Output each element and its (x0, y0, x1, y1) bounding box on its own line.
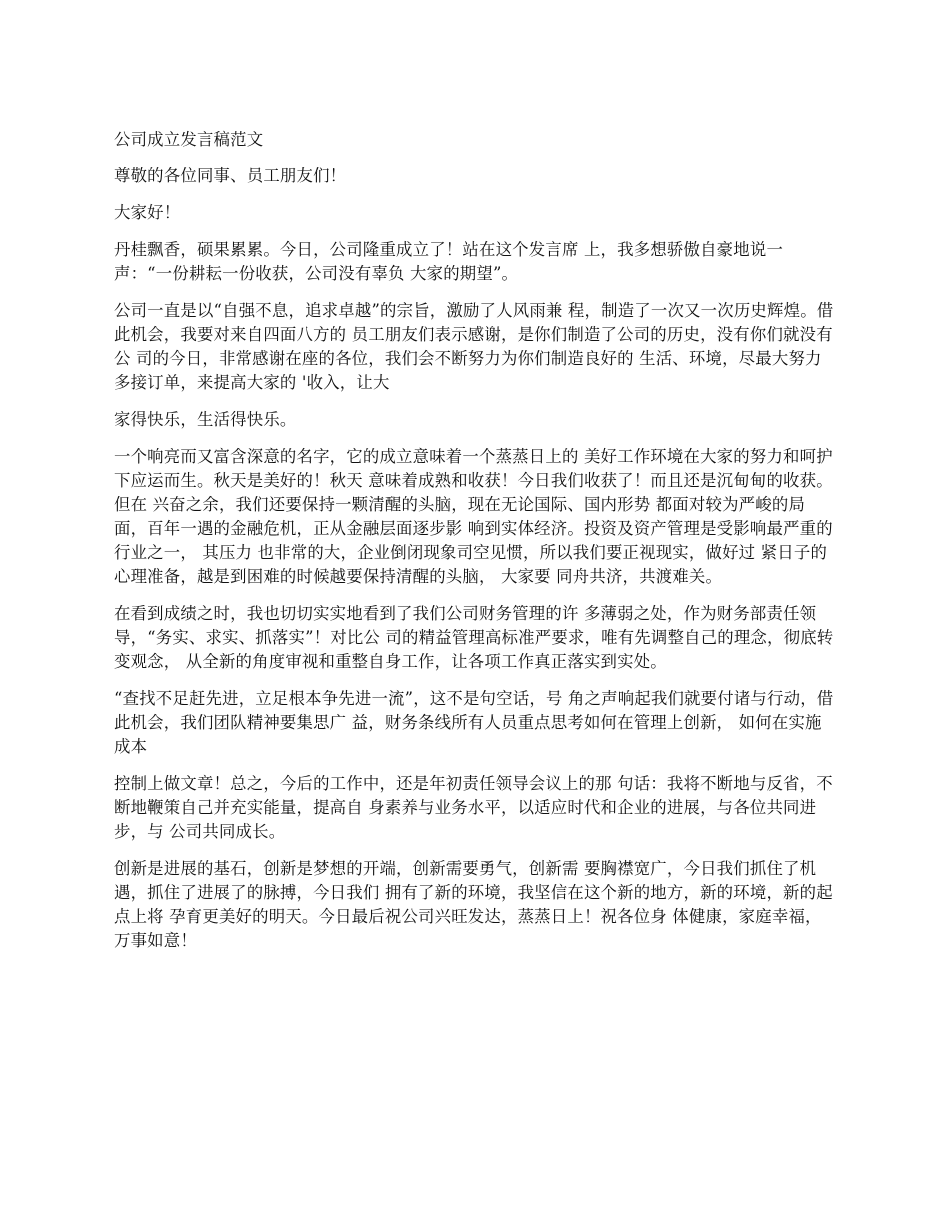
paragraph-3: 家得快乐，生活得快乐。 (114, 410, 297, 429)
paragraph-5: 在看到成绩之时，我也切切实实地看到了我们公司财务管理的许 多薄弱之处，作为财务部责任领导，“务实、求实、抓落实”！对比公 司的精益管理高标准严要求，唯有先调整自己的理念，彻底转变观念， 从全新的角度审视和重整自身工作，让各项工作真正落实到实处。 (114, 604, 834, 671)
document-title: 公司成立发言稿范文 (114, 130, 264, 149)
paragraph-6: “查找不足赶先进，立足根本争先进一流”，这不是句空话，号 角之声响起我们就要付诸与行动，借此机会，我们团队精神要集思广 益，财务条线所有人员重点思考如何在管理上创新， 如何在实施成本 (114, 689, 834, 756)
paragraph-2: 公司一直是以“自强不息，追求卓越”的宗旨，激励了人风雨兼 程，制造了一次又一次历史辉煌。借此机会，我要对来自四面八方的 员工朋友们表示感谢，是你们制造了公司的历史，没有你们就没有公 司的今日，非常感谢在座的各位，我们会不断努力为你们制造良好的 生活、环境，尽最大努力多接订单，来提高大家的 '收入，让大 (114, 301, 834, 392)
document-body (114, 128, 838, 966)
paragraph-hello: 大家好！ (114, 203, 181, 222)
paragraph-7: 控制上做文章！总之，今后的工作中，还是年初责任领导会议上的那 句话：我将不断地与反省，不断地鞭策自己并充实能量，提高自 身素养与业务水平，以适应时代和企业的进展，与各位共同进步，与 公司共同成长。 (114, 774, 833, 841)
paragraph-greeting: 尊敬的各位同事、员工朋友们！ (114, 166, 347, 185)
paragraph-4: 一个响亮而又富含深意的名字，它的成立意味着一个蒸蒸日上的 美好工作环境在大家的努力和呵护下应运而生。秋天是美好的！秋天 意味着成熟和收获！今日我们收获了！而且还是沉甸甸的收获。但在 兴奋之余，我们还要保持一颗清醒的头脑，现在无论国际、国内形势 都面对较为严峻的局面，百年一遇的金融危机，正从金融层面逐步影 响到实体经济。投资及资产管理是受影响最严重的行业之一， 其压力 也非常的大，企业倒闭现象司空见惯，所以我们要正视现实，做好过 紧日子的心理准备，越是到困难的时候越要保持清醒的头脑， 大家要 同舟共济，共渡难关。 (114, 447, 833, 586)
paragraph-1: 丹桂飘香，硕果累累。今日，公司隆重成立了！站在这个发言席 上，我多想骄傲自豪地说一声：“一份耕耘一份收获，公司没有辜负 大家的期望”。 (114, 240, 784, 283)
paragraph-8: 创新是进展的基石，创新是梦想的开端，创新需要勇气，创新需 要胸襟宽广，今日我们抓住了机遇，抓住了进展了的脉搏，今日我们 拥有了新的环境，我坚信在这个新的地方，新的环境，新的起点上将 孕育更美好的明天。今日最后祝公司兴旺发达，蒸蒸日上！祝各位身 体健康，家庭幸福，万事如意！ (114, 859, 833, 950)
